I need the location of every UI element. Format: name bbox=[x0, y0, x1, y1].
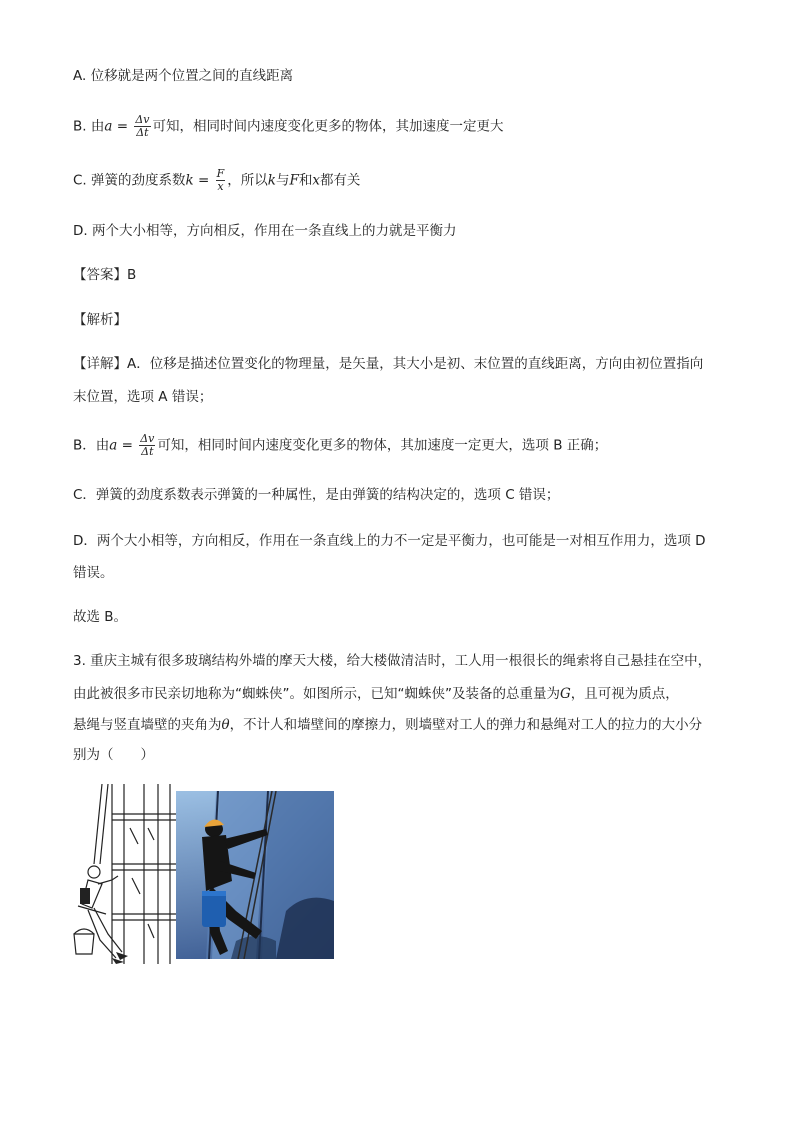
fraction-numerator: Δv bbox=[135, 113, 150, 126]
symbol-f: F bbox=[289, 172, 299, 189]
detail-b-suffix: 可知，相同时间内速度变化更多的物体，其加速度一定更大，选项 B 正确； bbox=[157, 437, 608, 454]
option-a bbox=[73, 65, 293, 87]
detail-a-text: A．位移是描述位置变化的物理量，是矢量，其大小是初、末位置的直线距离，方向由初位置指向 bbox=[127, 356, 704, 372]
answer-value: B bbox=[127, 267, 137, 283]
detail-a-line2 bbox=[73, 386, 212, 408]
question3-line2 bbox=[73, 683, 679, 705]
question3-stem: 3. 重庆主城有很多玻璃结构外墙的摩天大楼，给大楼做清洁时，工人用一根很长的绳索将自己悬挂在空中， bbox=[73, 653, 712, 669]
question3-line4 bbox=[73, 744, 154, 766]
question3-stem: 由此被很多市民亲切地称为“蜘蛛侠”。如图所示，已知“蜘蛛侠”及装备的总重量为 bbox=[73, 686, 560, 702]
analysis-line bbox=[73, 309, 127, 331]
question3-line1 bbox=[73, 650, 711, 672]
option-c-text: 与 bbox=[275, 172, 290, 189]
question3-stem: ，且可视为质点， bbox=[570, 686, 679, 702]
conclusion-text: 故选 B。 bbox=[73, 609, 128, 625]
option-b-prefix: B. 由 bbox=[73, 118, 105, 135]
option-c-suffix: 都有关 bbox=[319, 172, 361, 189]
answer-line bbox=[73, 264, 136, 286]
fraction-denominator: Δt bbox=[136, 126, 149, 139]
equals-sign: = bbox=[117, 437, 138, 454]
fraction-numerator: Δv bbox=[140, 432, 155, 445]
option-c bbox=[73, 168, 360, 193]
detail-b-prefix: B．由 bbox=[73, 437, 110, 454]
detail-d-line1 bbox=[73, 530, 706, 552]
option-c-text: ，所以 bbox=[227, 172, 268, 189]
option-d bbox=[73, 220, 456, 242]
analysis-tag: 【解析】 bbox=[73, 312, 127, 328]
detail-b-line bbox=[73, 433, 607, 458]
equals-sign: = bbox=[193, 172, 214, 189]
equals-sign: = bbox=[112, 118, 133, 135]
conclusion-line bbox=[73, 606, 127, 628]
option-b bbox=[73, 114, 504, 139]
option-d-text: D. 两个大小相等，方向相反，作用在一条直线上的力就是平衡力 bbox=[73, 223, 457, 239]
detail-c-line bbox=[73, 484, 559, 506]
question3-stem: 别为（ ） bbox=[73, 747, 154, 763]
detail-a-text-cont: 末位置，选项 A 错误； bbox=[73, 389, 213, 405]
fraction-numerator: F bbox=[216, 167, 225, 180]
option-b-suffix: 可知，相同时间内速度变化更多的物体，其加速度一定更大 bbox=[152, 118, 504, 135]
detail-a-line1 bbox=[73, 353, 703, 375]
fraction-denominator: x bbox=[217, 180, 224, 193]
detail-d-text: D．两个大小相等，方向相反，作用在一条直线上的力不一定是平衡力，也可能是一对相互作用力，选项 D bbox=[73, 533, 706, 549]
option-c-prefix: C. 弹簧的劲度系数 bbox=[73, 172, 186, 189]
formula-k: k bbox=[185, 172, 194, 189]
detail-tag: 【详解】 bbox=[73, 356, 127, 372]
option-a-text: A. 位移就是两个位置之间的直线距离 bbox=[73, 68, 294, 84]
fraction-f-x bbox=[216, 168, 226, 193]
option-c-text: 和 bbox=[298, 172, 313, 189]
fraction-dv-dt bbox=[134, 114, 150, 139]
formula-a: a bbox=[104, 118, 113, 135]
window-cleaner-drawing bbox=[72, 784, 176, 964]
question3-stem: 悬绳与竖直墙壁的夹角为 bbox=[73, 717, 222, 733]
question3-line3 bbox=[73, 714, 702, 736]
answer-tag: 【答案】 bbox=[73, 267, 127, 283]
spiderman-photo bbox=[176, 791, 334, 959]
question3-stem: ，不计人和墙壁间的摩擦力，则墙壁对工人的弹力和悬绳对工人的拉力的大小分 bbox=[229, 717, 703, 733]
formula-a: a bbox=[109, 437, 118, 454]
fraction-denominator: Δt bbox=[141, 445, 154, 458]
symbol-theta: θ bbox=[221, 717, 230, 733]
symbol-x: x bbox=[312, 172, 320, 189]
detail-d-text-cont: 错误。 bbox=[73, 565, 114, 581]
detail-c-text: C．弹簧的劲度系数表示弹簧的一种属性，是由弹簧的结构决定的，选项 C 错误； bbox=[73, 487, 560, 503]
fraction-dv-dt bbox=[139, 433, 155, 458]
symbol-g: G bbox=[559, 686, 571, 702]
detail-d-line2 bbox=[73, 562, 114, 584]
symbol-k: k bbox=[267, 172, 276, 189]
